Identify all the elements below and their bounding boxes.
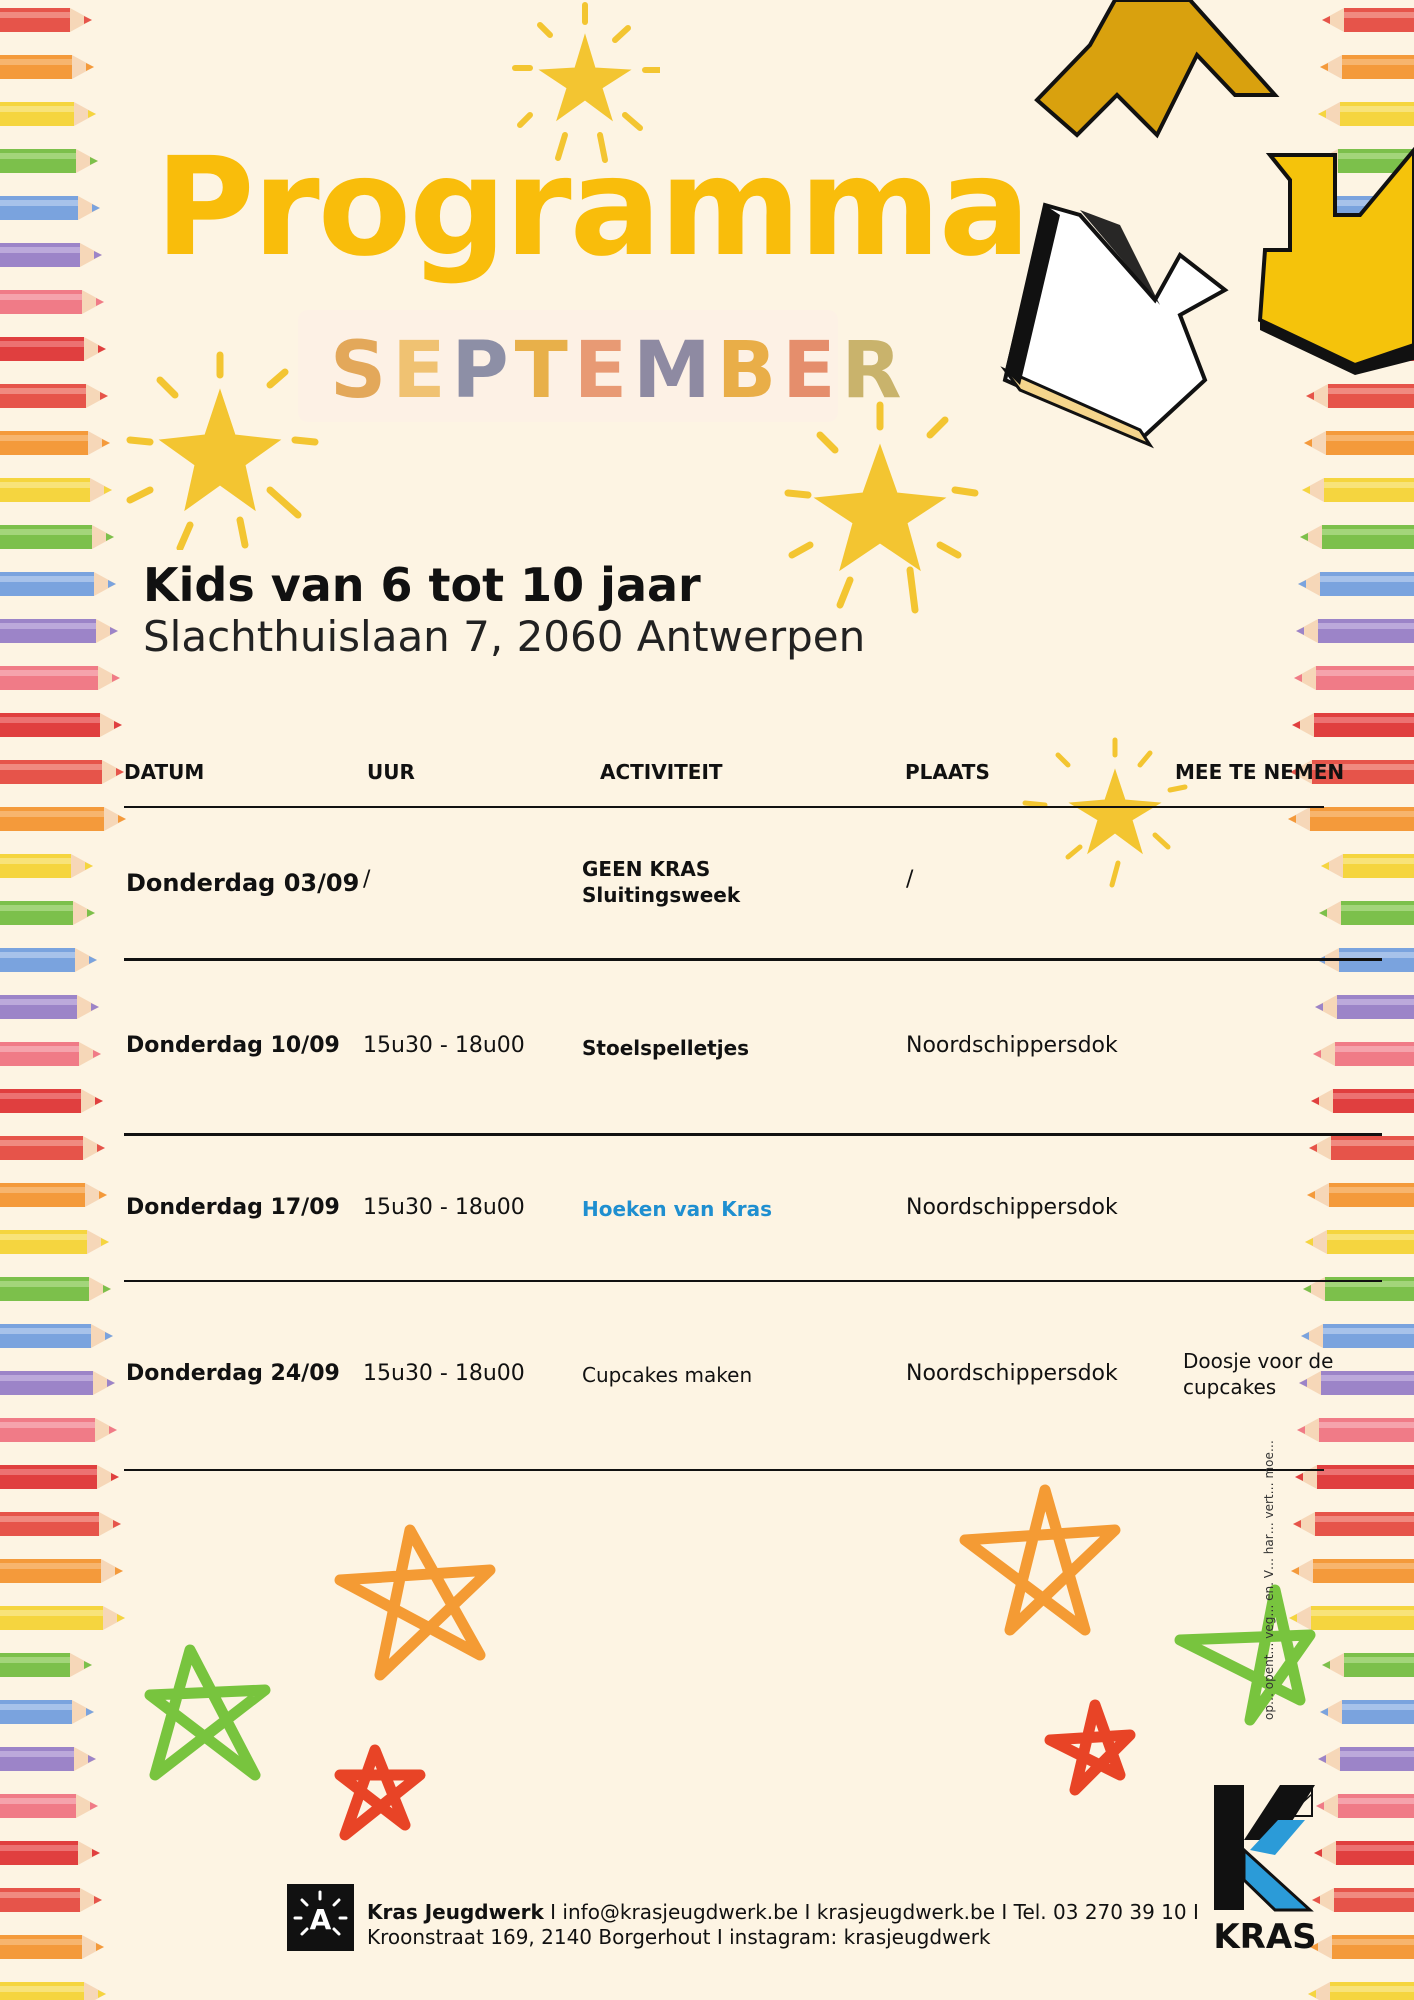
- pencil-icon: [0, 995, 99, 1019]
- pencil-icon: [0, 8, 92, 32]
- pencil-icon: [0, 1982, 106, 2000]
- antwerp-logo-letter: A: [309, 1903, 332, 1936]
- pencil-icon: [1309, 1136, 1414, 1160]
- pencil-icon: [0, 102, 96, 126]
- sparkle-star-decoration: [120, 350, 320, 550]
- column-header-datum: DATUM: [124, 760, 205, 784]
- hand-drawn-stars-decoration: [0, 1470, 1414, 1890]
- pencil-icon: [1321, 854, 1414, 878]
- pencil-icon: [0, 431, 110, 455]
- row-4-plaats: Noordschippersdok: [906, 1361, 1118, 1386]
- pencil-icon: [1288, 807, 1414, 831]
- month-letter: S: [330, 326, 393, 416]
- pencil-icon: [0, 337, 106, 361]
- pencil-icon: [0, 1888, 102, 1912]
- pencil-icon: [1297, 1418, 1414, 1442]
- address-text: Slachthuislaan 7, 2060 Antwerpen: [143, 612, 866, 661]
- pencil-icon: [1302, 478, 1414, 502]
- column-header-uur: UUR: [367, 760, 415, 784]
- pencil-icon: [0, 149, 98, 173]
- audience-heading: Kids van 6 tot 10 jaar: [143, 558, 701, 612]
- pencil-icon: [0, 525, 114, 549]
- pencil-icon: [1300, 525, 1414, 549]
- row-1-activiteit: [582, 856, 740, 908]
- pencil-icon: [1312, 1888, 1414, 1912]
- pencil-icon: [0, 901, 95, 925]
- pencil-icon: [1307, 1183, 1414, 1207]
- row-1-datum: Donderdag 03/09: [126, 869, 360, 897]
- row-divider: [124, 1133, 1382, 1136]
- month-letter: M: [633, 326, 717, 416]
- row-1-uur: /: [363, 867, 371, 892]
- month-letter: E: [573, 326, 634, 416]
- sparkle-star-decoration: [780, 395, 980, 615]
- pencil-icon: [1313, 1042, 1414, 1066]
- pencil-icon: [1298, 572, 1414, 596]
- pencil-icon: [0, 1324, 113, 1348]
- footer-contact-line-1: I info@krasjeugdwerk.be I krasjeugdwerk.be I Tel. 03 270 39 10 I: [543, 1900, 1199, 1924]
- pencil-icon: [1308, 1982, 1414, 2000]
- pencil-icon: [0, 243, 102, 267]
- pencil-icon: [1292, 713, 1414, 737]
- pencil-icon: [1305, 1230, 1414, 1254]
- row-4-uur: 15u30 - 18u00: [363, 1361, 525, 1386]
- kras-logo: [1210, 1780, 1320, 1955]
- row-2-plaats: Noordschippersdok: [906, 1033, 1118, 1058]
- month-title: [330, 326, 908, 416]
- kras-logo-text: KRAS: [1213, 1917, 1317, 1955]
- antwerp-logo-rays: [287, 1884, 354, 1951]
- pencil-icon: [0, 1230, 109, 1254]
- month-letter: T: [514, 326, 574, 416]
- header-divider: [124, 806, 1324, 808]
- row-3-activiteit-link[interactable]: Hoeken van Kras: [582, 1197, 773, 1221]
- pencil-icon: [0, 619, 118, 643]
- pencil-icon: [0, 1136, 105, 1160]
- row-4-mee-line-2: cupcakes: [1183, 1375, 1277, 1399]
- pencil-icon: [0, 713, 122, 737]
- row-divider: [124, 1280, 1382, 1282]
- pencil-icon: [1301, 1324, 1414, 1348]
- footer-contact: [367, 1900, 1199, 1950]
- pencil-icon: [1296, 619, 1414, 643]
- pencil-icon: [0, 1042, 101, 1066]
- row-3-plaats: Noordschippersdok: [906, 1195, 1118, 1220]
- pencil-icon: [0, 948, 97, 972]
- month-letter: E: [392, 326, 452, 416]
- column-header-activiteit: ACTIVITEIT: [600, 760, 723, 784]
- row-divider: [124, 958, 1382, 961]
- sparkle-star-decoration: [1020, 735, 1190, 895]
- pencil-icon: [0, 854, 93, 878]
- row-2-uur: 15u30 - 18u00: [363, 1033, 525, 1058]
- pencil-icon: [0, 384, 108, 408]
- month-letter: R: [841, 326, 908, 416]
- row-2-datum: Donderdag 10/09: [126, 1033, 340, 1058]
- pencil-icon: [0, 55, 94, 79]
- pencil-icon: [1311, 1089, 1414, 1113]
- pencil-icon: [0, 572, 116, 596]
- pencil-icon: [0, 1418, 117, 1442]
- pencil-icon: [0, 760, 124, 784]
- footer-org-name: Kras Jeugdwerk: [367, 1900, 544, 1924]
- vertical-side-note: op… opent… veg… en. V… har… vert… moe…: [1262, 1440, 1276, 1720]
- pencil-icon: [0, 1183, 107, 1207]
- pencil-icon: [1315, 995, 1414, 1019]
- column-header-mee-te-nemen: MEE TE NEMEN: [1175, 760, 1345, 784]
- row-3-datum: Donderdag 17/09: [126, 1195, 340, 1220]
- pencil-icon: [1310, 1935, 1414, 1959]
- antwerp-logo: [287, 1884, 354, 1951]
- pencil-icon: [0, 1277, 111, 1301]
- pencil-icon: [1319, 901, 1414, 925]
- month-letter: E: [782, 326, 842, 416]
- pencil-icon: [1294, 666, 1414, 690]
- pencil-icon: [0, 807, 126, 831]
- row-1-plaats: /: [906, 867, 914, 892]
- pencil-icon: [0, 290, 104, 314]
- row-4-mee-te-nemen: [1183, 1348, 1333, 1400]
- table-bottom-divider: [124, 1469, 1324, 1471]
- row-4-datum: Donderdag 24/09: [126, 1361, 340, 1386]
- pencil-icon: [0, 1371, 115, 1395]
- row-2-activiteit: Stoelspelletjes: [582, 1036, 750, 1060]
- row-1-activiteit-line-2: Sluitingsweek: [582, 883, 741, 907]
- row-4-activiteit: Cupcakes maken: [582, 1363, 753, 1387]
- column-header-plaats: PLAATS: [905, 760, 990, 784]
- page-title: Programma: [155, 129, 1029, 287]
- row-3-uur: 15u30 - 18u00: [363, 1195, 525, 1220]
- month-letter: P: [451, 326, 515, 416]
- pencil-icon: [0, 196, 100, 220]
- pencil-icon: [0, 1089, 103, 1113]
- footer-contact-line-2: Kroonstraat 169, 2140 Borgerhout I instagram: krasjeugdwerk: [367, 1925, 991, 1949]
- row-1-activiteit-line-1: GEEN KRAS: [582, 857, 711, 881]
- row-4-mee-line-1: Doosje voor de: [1183, 1349, 1334, 1373]
- pencil-icon: [0, 1935, 104, 1959]
- month-letter: B: [716, 326, 783, 416]
- pencil-icon: [0, 666, 120, 690]
- pencil-icon: [0, 478, 112, 502]
